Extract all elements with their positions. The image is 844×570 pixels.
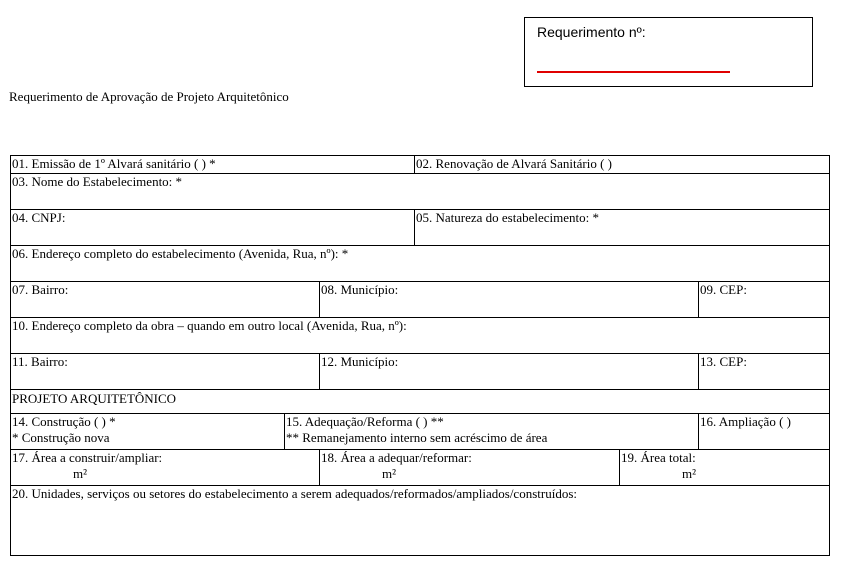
row-alvara: [11, 156, 829, 174]
field-14-label: 14. Construção ( ) *: [12, 414, 116, 429]
row-cnpj: [11, 210, 829, 246]
row-tipo-obra: [11, 414, 829, 450]
field-19-label: 19. Área total:: [621, 450, 696, 465]
row-unidades: [11, 486, 829, 555]
field-06-endereco[interactable]: 06. Endereço completo do estabelecimento (Avenida, Rua, nº): *: [12, 246, 349, 261]
field-15-adequacao[interactable]: [284, 414, 698, 449]
row-endereco-estabelecimento: [11, 246, 829, 282]
field-18-label: 18. Área a adequar/reformar:: [321, 450, 472, 465]
field-20-unidades-servicos[interactable]: 20. Unidades, serviços ou setores do estabelecimento a serem adequados/reformados/ampliados/construídos:: [12, 486, 577, 501]
field-01-emissao[interactable]: 01. Emissão de 1º Alvará sanitário ( ) *: [12, 156, 216, 171]
row-bairro-municipio-cep: [11, 282, 829, 318]
field-15-note: ** Remanejamento interno sem acréscimo de área: [286, 430, 548, 445]
field-19-area-total[interactable]: [619, 450, 829, 485]
row-bairro-municipio-cep-obra: [11, 354, 829, 390]
field-05-natureza[interactable]: 05. Natureza do estabelecimento: *: [414, 210, 829, 245]
row-endereco-obra: [11, 318, 829, 354]
field-08-municipio[interactable]: 08. Município:: [319, 282, 698, 317]
row-areas: [11, 450, 829, 486]
field-03-nome-estabelecimento[interactable]: 03. Nome do Estabelecimento: *: [12, 174, 183, 189]
field-19-unit: m²: [682, 466, 697, 481]
approval-form: [10, 155, 830, 556]
field-12-municipio[interactable]: 12. Município:: [319, 354, 698, 389]
field-17-label: 17. Área a construir/ampliar:: [12, 450, 163, 465]
field-18-area-adequar[interactable]: [319, 450, 619, 485]
field-10-endereco-obra[interactable]: 10. Endereço completo da obra – quando em outro local (Avenida, Rua, nº):: [12, 318, 407, 333]
field-07-bairro[interactable]: 07. Bairro:: [12, 282, 69, 297]
row-section-projeto: [11, 390, 829, 414]
field-17-unit: m²: [73, 466, 88, 481]
field-17-area-construir[interactable]: [11, 450, 319, 485]
field-02-renovacao[interactable]: 02. Renovação de Alvará Sanitário ( ): [414, 156, 829, 173]
field-18-unit: m²: [382, 466, 397, 481]
field-15-label: 15. Adequação/Reforma ( ) **: [286, 414, 444, 429]
request-number-label: Requerimento nº:: [537, 24, 646, 40]
field-11-bairro[interactable]: 11. Bairro:: [12, 354, 68, 369]
field-16-ampliacao[interactable]: 16. Ampliação ( ): [698, 414, 829, 449]
field-14-construcao[interactable]: [11, 414, 284, 449]
request-number-field[interactable]: [537, 71, 730, 73]
request-number-box: [524, 17, 813, 87]
section-projeto-arquitetonico: PROJETO ARQUITETÔNICO: [12, 391, 177, 406]
field-14-note: * Construção nova: [12, 430, 110, 445]
field-09-cep[interactable]: 09. CEP:: [698, 282, 829, 317]
field-13-cep[interactable]: 13. CEP:: [698, 354, 829, 389]
row-nome: [11, 174, 829, 210]
field-04-cnpj[interactable]: 04. CNPJ:: [12, 210, 66, 225]
document-title: Requerimento de Aprovação de Projeto Arquitetônico: [9, 89, 289, 104]
